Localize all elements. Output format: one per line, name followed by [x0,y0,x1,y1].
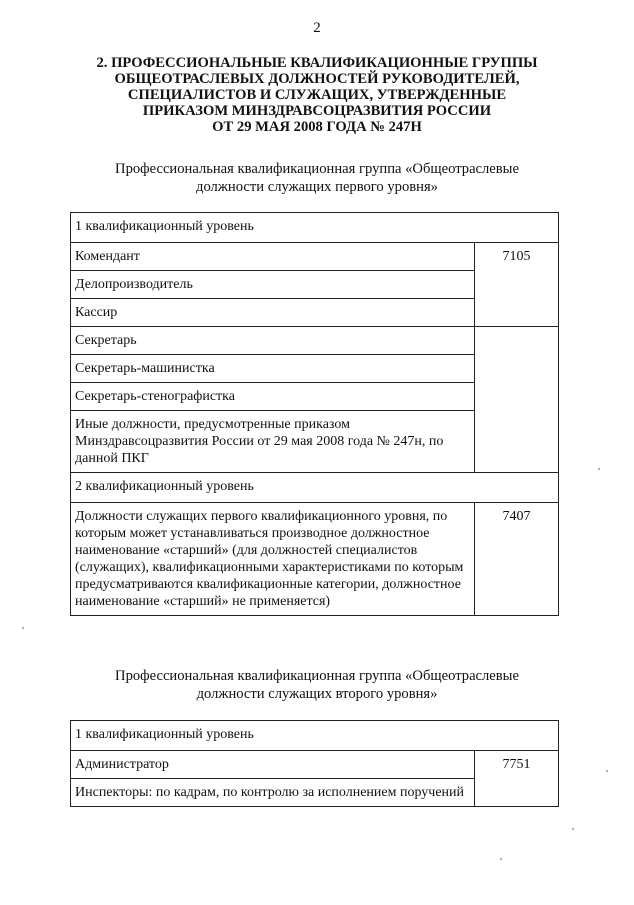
position-cell: Иные должности, предусмотренные приказом Минздравсоцразвития России от 29 мая 2008 года № 247н, по данной ПКГ [71,411,475,473]
section-heading [60,55,574,135]
section-heading-line: 2. ПРОФЕССИОНАЛЬНЫЕ КВАЛИФИКАЦИОННЫЕ ГРУППЫ [96,55,538,71]
position-cell: Секретарь-машинистка [71,355,475,383]
code-cell: 7751 [475,751,559,807]
level-header: 2 квалификационный уровень [71,473,559,503]
level-header: 1 квалификационный уровень [71,721,559,751]
group2-table [70,720,559,807]
empty-code-cell [475,327,559,473]
position-cell: Секретарь-стенографистка [71,383,475,411]
scan-speck [500,858,502,860]
position-cell: Инспекторы: по кадрам, по контролю за исполнением поручений [71,779,475,807]
position-cell: Администратор [71,751,475,779]
group1-title [60,160,574,196]
section-heading-line: ОТ 29 МАЯ 2008 ГОДА № 247Н [212,119,422,135]
group2-title [60,667,574,703]
section-heading-line: ОБЩЕОТРАСЛЕВЫХ ДОЛЖНОСТЕЙ РУКОВОДИТЕЛЕЙ, [114,71,520,87]
position-cell: Должности служащих первого квалификационного уровня, по которым может устанавливаться производное должностное наименование «старший» (для должностей специалистов (служащих), квалификационными характеристиками по которым предусматриваются квалификационные категории, должностное наименование «старший» не применяется) [71,503,475,616]
section-heading-line: ПРИКАЗОМ МИНЗДРАВСОЦРАЗВИТИЯ РОССИИ [142,103,492,119]
group2-title-line: Профессиональная квалификационная группа «Общеотраслевые [115,668,519,684]
group2-title-line: должности служащих второго уровня» [196,686,438,702]
position-cell: Кассир [71,299,475,327]
group1-title-line: должности служащих первого уровня» [196,179,438,195]
position-cell: Делопроизводитель [71,271,475,299]
section-heading-line: СПЕЦИАЛИСТОВ И СЛУЖАЩИХ, УТВЕРЖДЕННЫЕ [127,87,507,103]
level-header: 1 квалификационный уровень [71,213,559,243]
scan-speck [598,468,600,470]
position-cell: Секретарь [71,327,475,355]
page-number: 2 [313,20,321,36]
scan-speck [22,627,24,629]
group1-title-line: Профессиональная квалификационная группа «Общеотраслевые [115,161,519,177]
scan-speck [572,828,574,830]
position-cell: Комендант [71,243,475,271]
code-cell: 7407 [475,503,559,616]
code-cell: 7105 [475,243,559,327]
scan-speck [606,770,608,772]
group1-table [70,212,559,616]
